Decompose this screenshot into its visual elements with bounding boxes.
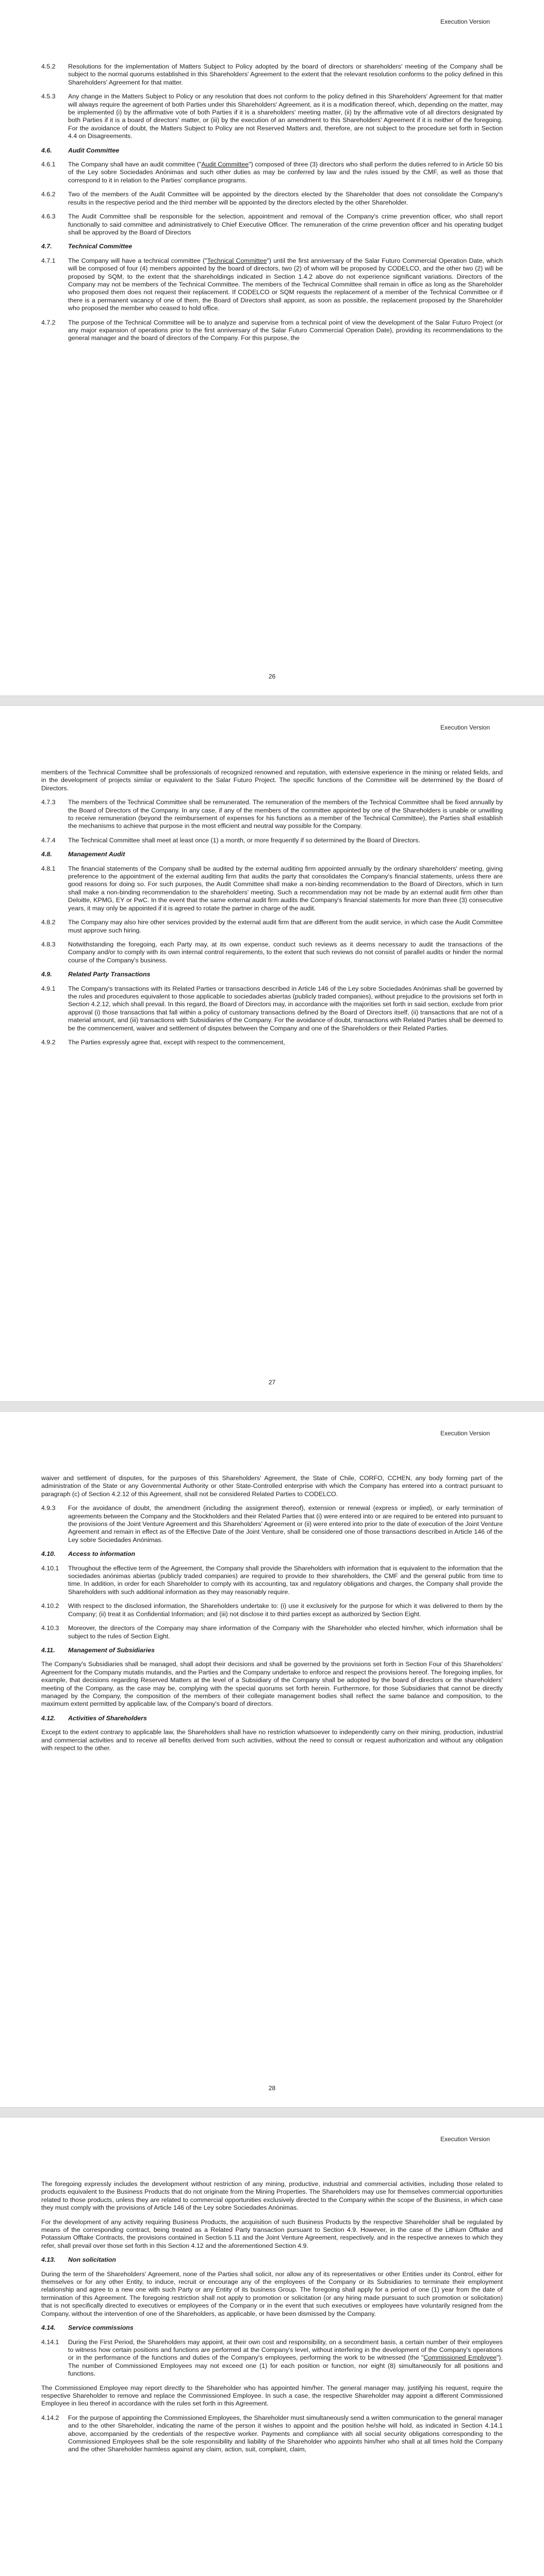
clause-text: Throughout the effective term of the Agreement, the Company shall provide the Shareholders with information that is equivalent to the information that the sociedades anónimas abiertas (publicly traded companies) are required to provide to their shareholders, the CMF and the general public from time to time. In addition, in order for each Shareholder to comply with its accounting, tax and regulatory obligations and charges, the Company shall provide the Shareholders with such additional information as they may reasonably require. xyxy=(68,1564,503,1596)
clause-number: 4.8.3 xyxy=(41,940,56,948)
section-title: Non solicitation xyxy=(68,2256,116,2264)
clause-number: 4.9.2 xyxy=(41,1038,56,1046)
clause-text: Moreover, the directors of the Company may share information of the Company with the Shareholder who elected him/her, which information shall be subject to the rules of Section Eight. xyxy=(68,1624,503,1640)
section-title: Access to information xyxy=(68,1550,136,1558)
clause-number: 4.7.2 xyxy=(41,318,56,326)
clause-text: The purpose of the Technical Committee will be to analyze and supervise from a technical point of view the development of the Salar Futuro Project (or any major expansion of operations prior to the first anniversary of the Salar Futuro Commercial Operation Date), providing its recommendations to the general manager and the board of directors of the Company. For this purpose, the xyxy=(68,318,503,342)
clause-number: 4.10.3 xyxy=(41,1624,59,1632)
clause-text-post: ") until the first anniversary of the Salar Futuro Commercial Operation Date, which will be composed of four (4) members appointed by the board of directors, two (2) of whom will be proposed by CODELCO, and the other two (2) will be proposed by SQM, to the extent that the shareholdings indicated in Section 1.4.2 above do not experience significant variations. Directors of the Company may not be members of the Technical Committee. The members of the Technical Committee shall remain in office as long as the Shareholder who proposed them does not request their replacement. If CODELCO or SQM requests the replacement of a member of the Technical Committee or if there is a permanent vacancy of one of them, the Board of Directors shall appoint, as soon as possible, the replacement proposed by the Shareholder who proposed the member who ceased to hold office. xyxy=(68,257,503,312)
clause xyxy=(41,919,503,935)
clause-text: The Parties expressly agree that, except with respect to the commencement, xyxy=(68,1038,285,1046)
section-heading xyxy=(41,1715,503,1722)
section-heading xyxy=(41,1550,503,1558)
clause-number: 4.6.2 xyxy=(41,191,56,198)
section-heading xyxy=(41,147,503,155)
section-heading xyxy=(41,2256,503,2264)
paragraph: For the development of any activity requiring Business Products, the acquisition of such Business Products by the respective Shareholder shall be regulated by means of the corresponding contract, being treated as a Related Party transaction pursuant to Section 4.9. However, in the case of the Lithium Offtake and Potassium Offtake Contracts, the provisions contained in Section 5.11 and the Joint Venture Agreement, respectively, and in the respective annexes to which they refer, shall prevail over those set forth in this Section 4.12 and the aforementioned Section 4.9. xyxy=(41,2218,503,2249)
clause-text-post: ") composed of three (3) directors who shall perform the duties referred to in Article 50 bis of the Ley sobre Sociedades Anónimas and such other duties as may be conferred by law and the rules issued by the CMF, as well as those that correspond to it in relation to the Parties' compliance programs. xyxy=(68,161,503,184)
clause-text: For the avoidance of doubt, the amendment (including the assignment thereof), extension or renewal (express or implied), or early termination of agreements between the Company and the Stockholders and their Related Parties that (i) were entered into or are required to be entered into pursuant to the provisions of the Joint Venture Agreement and this Shareholders' Agreement or (ii) were entered into prior to the date of execution of the Joint Venture Agreement and remain in effect as of the Effective Date of the Joint Venture, shall be considered one of those transactions described in Article 146 of the Ley sobre Sociedades Anónimas. xyxy=(68,1504,503,1544)
section-heading xyxy=(41,2324,503,2332)
section-heading xyxy=(41,243,503,250)
clause xyxy=(41,191,503,207)
clause-number: 4.9.3 xyxy=(41,1504,56,1512)
clause-text-pre: The Company will have a technical committee (" xyxy=(68,257,207,264)
page-number: 27 xyxy=(268,1379,276,1386)
clause xyxy=(41,985,503,1032)
clause-text: The Technical Committee shall meet at least once (1) a month, or more frequently if so determined by the Board of Directors. xyxy=(68,836,420,844)
clause xyxy=(41,799,503,831)
clause-text: Resolutions for the implementation of Matters Subject to Policy adopted by the board of directors or shareholders' meeting of the Company shall be subject to the normal quorums established in this Shareholders' Agreement to the extent that the relevant resolution conforms to the policy defined in this Shareholders' Agreement for that matter. xyxy=(68,63,503,86)
section-number: 4.10. xyxy=(41,1550,56,1558)
clause-number: 4.10.1 xyxy=(41,1564,59,1572)
page-body xyxy=(41,2180,503,2460)
clause-number: 4.6.1 xyxy=(41,161,56,168)
page-header: Execution Version xyxy=(440,18,490,25)
clause-text: The members of the Technical Committee shall be remunerated. The remuneration of the members of the Technical Committee shall be fixed annually by the Board of Directors of the Company. In any case, if any of the members of the committee appointed by one of the Shareholders is unable or unwilling to receive remuneration (beyond the reimbursement of expenses for his functions as a member of the Technical Committee), the Parties shall establish the mechanisms to achieve that purpose in the most efficient and neutral way possible for the Company. xyxy=(68,799,503,830)
clause-text: The Company may also hire other services provided by the external audit firm that are different from the audit service, in which case the Audit Committee must approve such hiring. xyxy=(68,919,503,934)
clause xyxy=(41,1624,503,1640)
document-page xyxy=(0,706,544,1401)
page-header: Execution Version xyxy=(440,724,490,731)
section-number: 4.12. xyxy=(41,1714,56,1722)
clause xyxy=(41,213,503,236)
section-title: Management of Subsidiaries xyxy=(68,1646,155,1654)
section-number: 4.11. xyxy=(41,1646,55,1654)
defined-term: Commissioned Employee xyxy=(423,2354,497,2362)
page-body xyxy=(41,63,503,349)
section-title: Audit Committee xyxy=(68,146,120,154)
section-number: 4.7. xyxy=(41,243,52,250)
clause-text: The financial statements of the Company shall be audited by the external auditing firm appointed annually by the ordinary shareholders' meeting, giving preference to the appointment of the external auditing firm that audits the party that consolidates the Company's financial statements, unless there are good reasons for doing so. For such purposes, the Audit Committee shall make a non-binding recommendation to the Board of Directors, which in turn shall make a non-binding recommendation to the shareholders' meeting. Such a recommendation may not be made by an external audit firm other than Deloitte, KPMG, EY or PwC. In the event that the same external audit firm audits the Company's financial statements for more than three (3) consecutive years, it may only be appointed if it is agreed to rotate the partner in charge of the audit. xyxy=(68,865,503,912)
page-content xyxy=(41,0,503,696)
clause-text xyxy=(68,161,503,184)
section-number: 4.13. xyxy=(41,2256,56,2264)
clause-number: 4.7.1 xyxy=(41,257,56,264)
clause-text: With respect to the disclosed information, the Shareholders undertake to: (i) use it exclusively for the purpose for which it was delivered to them by the Company; (ii) treat it as Confidential Information; and (iii) not disclose it to third parties except as authorized by Section Eight. xyxy=(68,1602,503,1618)
clause xyxy=(41,1504,503,1544)
page-number: 26 xyxy=(268,673,276,680)
document-page xyxy=(0,0,544,696)
clause-number: 4.5.2 xyxy=(41,63,56,70)
clause xyxy=(41,1039,503,1046)
paragraph: Except to the extent contrary to applicable law, the Shareholders shall have no restriction whatsoever to independently carry on their mining, production, industrial and commercial activities and to receive all benefits derived from such activities, without the need to consult or request authorization and without any obligation with respect to the other. xyxy=(41,1728,503,1752)
clause xyxy=(41,2414,503,2454)
clause xyxy=(41,161,503,184)
clause-text: Any change in the Matters Subject to Policy or any resolution that does not conform to the policy defined in this Shareholders' Agreement for that matter will always require the agreement of both Parties under this Shareholders' Agreement, as it is a modification thereof, which, depending on the matter, may be implemented (i) by the affirmative vote of both Parties if it is a shareholders' meeting matter, (ii) by the affirmative vote of all directors designated by both Parties if it is a board of directors' matter, or (iii) by the execution of an amendment to this Shareholders' Agreement if it is neither of the foregoing. For the avoidance of doubt, the Matters Subject to Policy are not Reserved Matters and, therefore, are not subject to the procedure set forth in Section 4.4 on Disagreements. xyxy=(68,93,503,140)
defined-term: Technical Committee xyxy=(207,257,267,264)
page-content xyxy=(41,1412,503,2107)
clause-number: 4.10.2 xyxy=(41,1602,59,1610)
page-body xyxy=(41,769,503,1053)
clause-text: The Audit Committee shall be responsible for the selection, appointment and removal of the Company's crime prevention officer, who shall report functionally to said committee and administratively to Chief Executive Officer. The remuneration of the crime prevention officer and his operating budget shall be approved by the Board of Directors xyxy=(68,213,503,236)
section-title: Service commissions xyxy=(68,2324,134,2332)
section-number: 4.14. xyxy=(41,2324,56,2332)
clause-number: 4.5.3 xyxy=(41,93,56,100)
section-title: Technical Committee xyxy=(68,243,133,250)
clause-text-pre: During the First Period, the Shareholders may appoint, at their own cost and responsibility, on a secondment basis, a certain number of their employees to witness how certain positions and functions are performed at the Company's level, without interfering in the development of the Company's operations or in the performance of the functions and duties of the Company's employees, performing the work to be witnessed (the " xyxy=(68,2338,503,2362)
defined-term: Audit Committee xyxy=(201,161,249,168)
page-content xyxy=(41,706,503,1401)
clause-text-post: "). The number of Commissioned Employees may not exceed one (1) for each position or function, nor eight (8) simultaneously for all positions and functions. xyxy=(68,2354,503,2378)
clause xyxy=(41,941,503,964)
clause-text: Two of the members of the Audit Committee will be appointed by the directors elected by the Shareholder that does not consolidate the Company's results in the respective period and the third member will be appointed by the directors elected by the other Shareholder. xyxy=(68,191,503,206)
section-title: Related Party Transactions xyxy=(68,971,151,978)
section-number: 4.8. xyxy=(41,851,52,858)
clause-number: 4.7.4 xyxy=(41,836,56,844)
section-heading xyxy=(41,1647,503,1654)
section-number: 4.6. xyxy=(41,146,52,154)
paragraph: The foregoing expressly includes the development without restriction of any mining, productive, industrial and commercial activities, including those related to products equivalent to the Business Products that do not originate from the Mining Properties. The Shareholders may use for themselves commercial opportunities related to those products, unless they are related to commercial opportunities exclusively directed to the Company within the scope of the Business, in which case they must comply with the provisions of Article 146 of the Ley sobre Sociedades Anónimas. xyxy=(41,2180,503,2212)
clause xyxy=(41,1602,503,1618)
clause-text xyxy=(68,2338,503,2378)
page-number: 28 xyxy=(268,2084,276,2092)
clause xyxy=(41,257,503,313)
clause-number: 4.9.1 xyxy=(41,985,56,992)
clause-text: Notwithstanding the foregoing, each Party may, at its own expense, conduct such reviews as it deems necessary to audit the transactions of the Company and/or to comply with its own internal control requirements, to the extent that such reviews do not consist of parallel audits or hinder the normal course of the Company's business. xyxy=(68,940,503,964)
section-title: Activities of Shareholders xyxy=(68,1714,147,1722)
page-header: Execution Version xyxy=(440,1430,490,1437)
clause xyxy=(41,837,503,844)
clause xyxy=(41,2338,503,2378)
clause-text: The Company's transactions with its Related Parties or transactions described in Article 146 of the Ley sobre Sociedades Anónimas shall be governed by the rules and procedures equivalent to those applicable to sociedades abiertas (publicly traded companies), without prejudice to the provisions set forth in Section 4.2.12, which shall prevail. In this regard, the Board of Directors may, in accordance with the majorities set forth in said section, exclude from prior approval (i) those transactions that fall within a policy of customary transactions defined by the Board of Directors itself, (ii) transactions that are not of a material amount, and (iii) transactions with Subsidiaries of the Company. For the avoidance of doubt, transactions with Related Parties shall be deemed to be the commencement, waiver and settlement of disputes between the Company and one of the Shareholders or their Related Parties. xyxy=(68,985,503,1032)
paragraph: waiver and settlement of disputes, for the purposes of this Shareholders' Agreement, the State of Chile, CORFO, CCHEN, any body forming part of the administration of the State or any Governmental Authority or other State-Controlled enterprise with which the Company has entered into a contract pursuant to paragraph (c) of Section 4.2.12 of this Agreement, shall not be considered Related Parties to CODELCO. xyxy=(41,1475,503,1498)
section-title: Management Audit xyxy=(68,851,125,858)
page-header: Execution Version xyxy=(440,2136,490,2143)
page-body xyxy=(41,1475,503,1758)
clause xyxy=(41,865,503,912)
paragraph: members of the Technical Committee shall be professionals of recognized renowned and reputation, with extensive experience in the mining or related fields, and in the development of projects similar or equivalent to the Salar Futuro Project. The specific functions of the Committee will be determined by the Board of Directors. xyxy=(41,769,503,792)
clause-number: 4.14.2 xyxy=(41,2414,59,2421)
clause-number: 4.8.2 xyxy=(41,919,56,926)
clause-number: 4.6.3 xyxy=(41,213,56,221)
clause-text-pre: The Company shall have an audit committee (" xyxy=(68,161,202,168)
section-heading xyxy=(41,851,503,858)
clause xyxy=(41,63,503,87)
clause xyxy=(41,319,503,343)
clause xyxy=(41,93,503,140)
document-page xyxy=(0,1412,544,2107)
clause-text xyxy=(68,257,503,313)
document-page xyxy=(0,2117,544,2576)
paragraph: The Commissioned Employee may report directly to the Shareholder who has appointed him/her. The general manager may, justifying his request, require the respective Shareholder to remove and replace the Commissioned Employee. In such a case, the respective Shareholder may appoint a different Commissioned Employee in lieu thereof in accordance with the rules set forth in this Agreement. xyxy=(41,2384,503,2408)
paragraph: During the term of the Shareholders' Agreement, none of the Parties shall solicit, nor allow any of its representatives or other Entities under its Control, either for themselves or for any other Entity, to induce, recruit or encourage any of the employees of the Company or its Subsidiaries to terminate their employment relationship and agree to a new one with such Party or any Entity of its business Group. The foregoing shall apply for a period of one (1) year from the date of termination of this Agreement. The foregoing restriction shall not apply to promotion or solicitation (or any hiring made pursuant to such promotion or solicitation) that is not specifically directed to executives or employees of the Company or in the event that such executives or employees have voluntarily resigned from the Company, without the intervention of one of the Shareholders, as applicable, or have been dismissed by the Company. xyxy=(41,2270,503,2317)
clause-number: 4.7.3 xyxy=(41,799,56,806)
clause-text: For the purpose of appointing the Commissioned Employees, the Shareholder must simultaneously send a written communication to the general manager and to the other Shareholder, indicating the name of the person it wishes to appoint and the position he/she will hold, as indicated in Section 4.14.1 above, accompanied by the credentials of the respective worker. Payments and compliance with all social security obligations corresponding to the Commissioned Employees shall be the sole responsibility and liability of the Shareholder who appoints him/her who shall at all times hold the Company and the other Shareholder harmless against any claim, action, suit, complaint, claim, xyxy=(68,2414,503,2453)
paragraph: The Company's Subsidiaries shall be managed, shall adopt their decisions and shall be governed by the provisions set forth in Section Four of this Shareholders' Agreement for the Company mutatis mutandis, and the Parties and the Company undertake to enforce and respect the provisions hereof. The foregoing implies, for example, that decisions regarding Reserved Matters at the level of a Subsidiary of the Company shall be adopted by the board of directors or the shareholders' meeting of the Company, as the case may be, complying with the special quorums set forth herein. Furthermore, for those Subsidiaries that cannot be directly managed by the Company, the composition of the members of their collegiate management bodies shall reflect the same balance and composition, to the maximum extent permitted by applicable law, of the Company's board of directors. xyxy=(41,1660,503,1708)
clause xyxy=(41,1565,503,1597)
section-heading xyxy=(41,971,503,978)
clause-number: 4.14.1 xyxy=(41,2338,59,2346)
page-content xyxy=(41,2117,503,2576)
clause-number: 4.8.1 xyxy=(41,865,56,872)
section-number: 4.9. xyxy=(41,971,52,978)
